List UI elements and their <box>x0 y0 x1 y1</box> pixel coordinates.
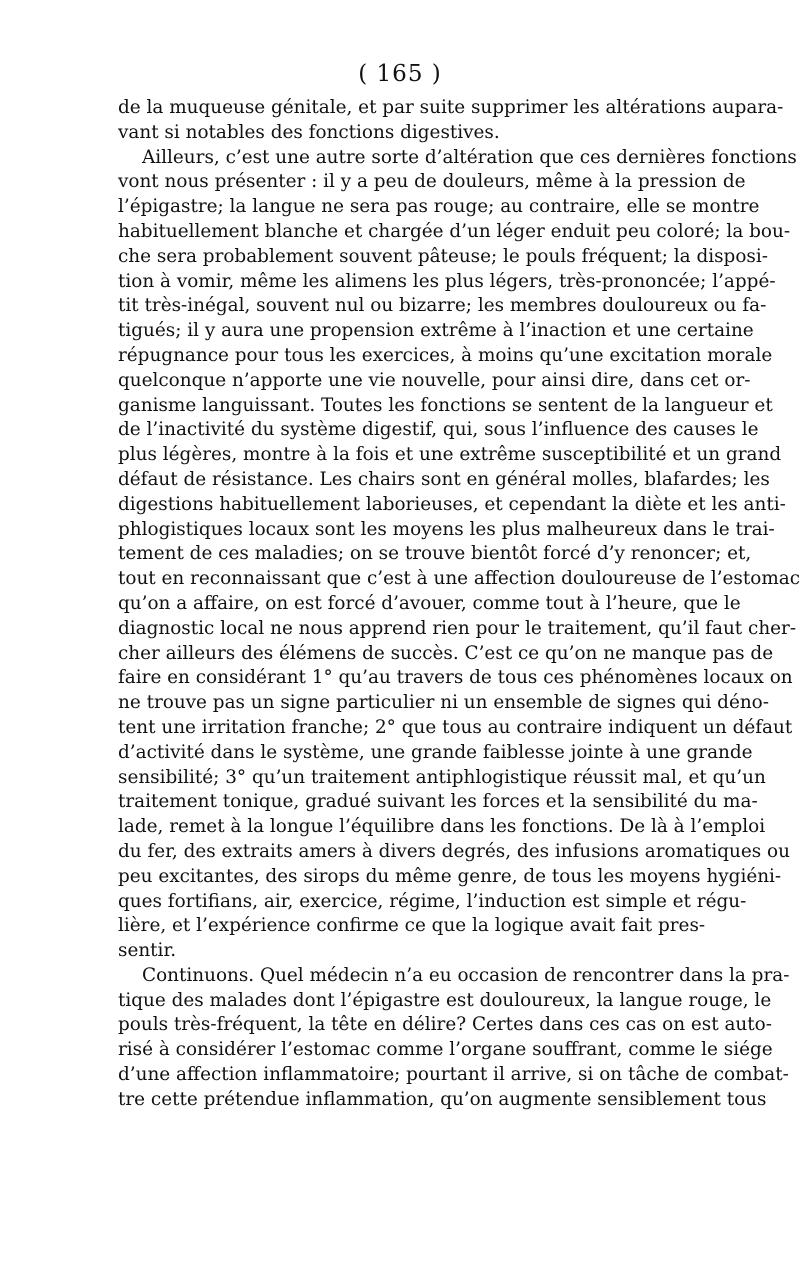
text-line: vont nous présenter : il y a peu de douleurs, même à la pression de <box>118 171 746 193</box>
text-line: qu’on a affaire, on est forcé d’avouer, comme tout à l’heure, que le <box>118 592 741 614</box>
text-line: défaut de résistance. Les chairs sont en général molles, blafardes; les <box>118 468 770 490</box>
text-line: tre cette prétendue inflammation, qu’on augmente sensiblement tous <box>118 1088 767 1110</box>
text-line: tigués; il y aura une propension extrême à l’inaction et une certaine <box>118 320 754 342</box>
text-line: de l’inactivité du système digestif, qui, sous l’influence des causes le <box>118 419 759 441</box>
text-line: pouls très-fréquent, la tête en délire? Certes dans ces cas on est auto- <box>118 1014 772 1036</box>
text-line: lade, remet à la longue l’équilibre dans les fonctions. De là à l’emploi <box>118 816 766 838</box>
text-line: Continuons. Quel médecin n’a eu occasion de rencontrer dans la pra- <box>142 964 790 986</box>
text-line: répugnance pour tous les exercices, à moins qu’une excitation morale <box>118 344 773 366</box>
text-line: faire en considérant 1° qu’au travers de tous ces phénomènes locaux on <box>118 667 793 689</box>
text-line: sensibilité; 3° qu’un traitement antiphlogistique réussit mal, et qu’un <box>118 766 766 788</box>
text-line: risé à considérer l’estomac comme l’organe souffrant, comme le siége <box>118 1039 773 1061</box>
text-line: du fer, des extraits amers à divers degrés, des infusions aromatiques ou <box>118 840 790 862</box>
text-line: tit très-inégal, souvent nul ou bizarre; les membres douloureux ou fa- <box>118 295 767 317</box>
text-line: habituellement blanche et chargée d’un léger enduit peu coloré; la bou- <box>118 220 791 242</box>
text-line: tement de ces maladies; on se trouve bientôt forcé d’y renoncer; et, <box>118 543 752 565</box>
text-line: lière, et l’expérience confirme ce que la logique avait fait pres- <box>118 915 706 937</box>
text-line: ques fortifians, air, exercice, régime, l’induction est simple et régu- <box>118 890 747 912</box>
text-line: traitement tonique, gradué suivant les forces et la sensibilité du ma- <box>118 791 758 813</box>
text-line: phlogistiques locaux sont les moyens les plus malheureux dans le trai- <box>118 518 775 540</box>
text-line: d’une affection inflammatoire; pourtant il arrive, si on tâche de combat- <box>118 1064 789 1086</box>
body-text <box>118 96 800 1113</box>
text-line: plus légères, montre à la fois et une extrême susceptibilité et un grand <box>118 444 782 466</box>
page-number: ( 165 ) <box>358 61 442 87</box>
text-line: ganisme languissant. Toutes les fonctions se sentent de la langueur et <box>118 394 773 416</box>
text-line: Ailleurs, c’est une autre sorte d’altération que ces dernières fonctions <box>142 146 797 168</box>
text-line: sentir. <box>118 940 177 962</box>
text-line: tion à vomir, même les alimens les plus légers, très-prononcée; l’appé- <box>118 270 776 292</box>
text-line: tique des malades dont l’épigastre est douloureux, la langue rouge, le <box>118 989 772 1011</box>
text-line: digestions habituellement laborieuses, et cependant la diète et les anti- <box>118 493 786 515</box>
text-line: de la muqueuse génitale, et par suite supprimer les altérations aupara- <box>118 97 784 118</box>
text-line: cher ailleurs des élémens de succès. C’est ce qu’on ne manque pas de <box>118 642 774 664</box>
text-line: l’épigastre; la langue ne sera pas rouge; au contraire, elle se montre <box>118 196 760 218</box>
text-line: d’activité dans le système, une grande faiblesse jointe à une grande <box>118 741 753 763</box>
text-line: che sera probablement souvent pâteuse; le pouls fréquent; la disposi- <box>118 245 768 267</box>
text-line: tout en reconnaissant que c’est à une affection douloureuse de l’estomac <box>118 568 800 590</box>
text-line: quelconque n’apporte une vie nouvelle, pour ainsi dire, dans cet or- <box>118 369 751 391</box>
text-line: diagnostic local ne nous apprend rien pour le traitement, qu’il faut cher- <box>118 617 797 639</box>
text-line: peu excitantes, des sirops du même genre, de tous les moyens hygiéni- <box>118 865 782 887</box>
text-line: ne trouve pas un signe particulier ni un ensemble de signes qui déno- <box>118 692 769 714</box>
text-line: vant si notables des fonctions digestives. <box>118 121 500 143</box>
text-line: tent une irritation franche; 2° que tous au contraire indiquent un défaut <box>118 716 793 738</box>
